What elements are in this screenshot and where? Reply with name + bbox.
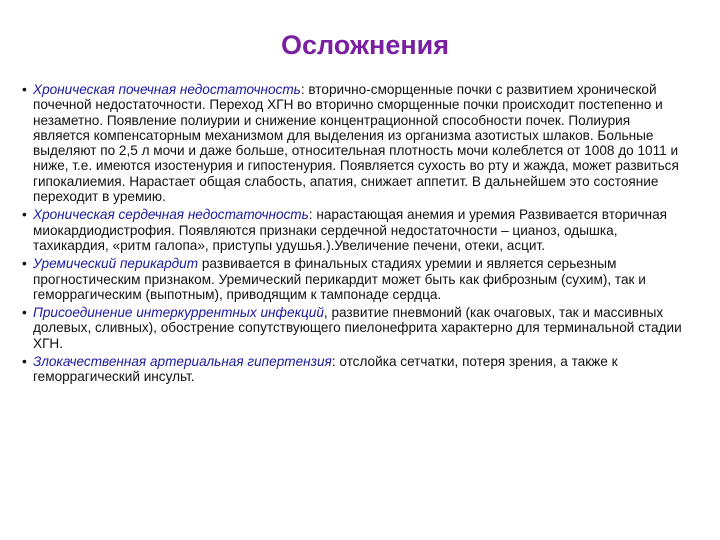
bullet-icon: • <box>22 305 27 321</box>
item-text: вторично-сморщенные почки с развитием хронической почечной недостаточности. Переход ХГН во вторично сморщенные почки происходит постепенно и незаметно. Появление полиурии и снижение концентрационной способности почек. Полиурия является компенсаторным механизмом для выделения из организма азотистых шлаков. Больные выделяют по 2,5 л мочи и даже больше, относительная плотность мочи колеблется от 1008 до 1011 и ниже, т.е. имеются изостенурия и гипостенурия. Появляется сухость во рту и жажда, может развиться гипокалиемия. Нарастает общая слабость, апатия, снижает аппетит. В дальнейшем это состояние переходит в уремию. <box>33 82 679 205</box>
item-separator: : <box>331 354 336 370</box>
item-term: Хроническая сердечная недостаточность <box>33 207 309 223</box>
slide-title: Осложнения <box>280 30 450 60</box>
item-text: нарастающая анемия и уремия Развивается вторичная миокардиодистрофия. Появляются признаки сердечной недостаточности – цианоз, одышка, тахикардия, «ритм галопа», приступы удушья.).Увеличение печени, отеки, асцит. <box>33 207 668 253</box>
item-term: Уремический перикардит <box>33 256 199 272</box>
bullet-icon: • <box>22 82 27 97</box>
bullet-icon: • <box>22 354 27 370</box>
item-text: развитие пневмоний (как очаговых, так и массивных долевых, сливных), обострение сопутствующего пиелонефрита характерно для терминальной стадии ХГН. <box>33 305 682 351</box>
list-item-malignant-hypertension <box>22 354 682 385</box>
list-item-chronic-renal-failure <box>22 82 682 204</box>
list-item-chronic-heart-failure <box>22 207 682 253</box>
item-separator: : <box>300 82 305 97</box>
item-text: отслойка сетчатки, потеря зрения, а также к геморрагический инсульт. <box>33 354 618 385</box>
bullet-list <box>22 82 682 388</box>
list-item-intercurrent-infections <box>22 305 682 351</box>
bullet-icon: • <box>22 256 27 272</box>
item-term: Присоединение интеркуррентных инфекций <box>33 305 324 321</box>
item-term: Хроническая почечная недостаточность <box>33 82 301 97</box>
item-term: Злокачественная артериальная гипертензия <box>33 354 332 370</box>
item-separator: : <box>308 207 313 223</box>
bullet-icon: • <box>22 207 27 223</box>
item-text: развивается в финальных стадиях уремии и является серьезным прогностическим признаком. Уремический перикардит может быть как фиброзным (сухим), так и геморрагическим (выпотным), приводящим к тампонаде сердца. <box>33 256 646 302</box>
item-separator: , <box>323 305 328 321</box>
list-item-uremic-pericarditis <box>22 256 682 302</box>
